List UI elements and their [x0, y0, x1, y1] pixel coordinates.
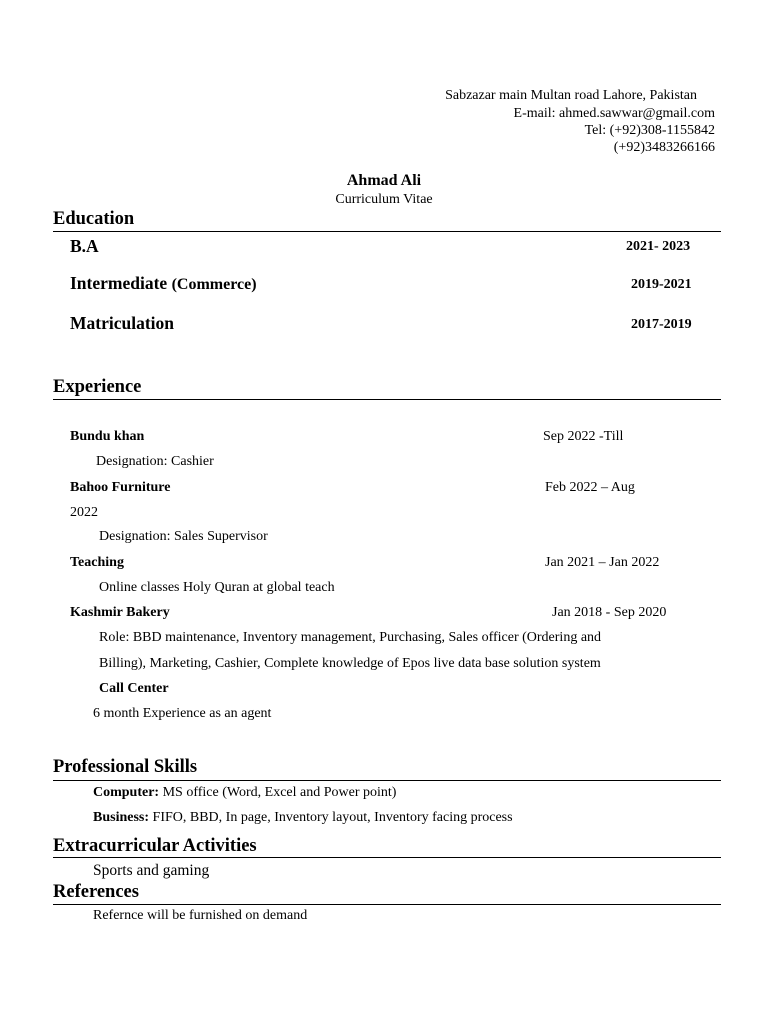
education-years-ba: 2021- 2023 [626, 239, 691, 254]
job-org-kashmir-bakery: Kashmir Bakery [70, 605, 170, 620]
skill-business-label: Business: [93, 810, 150, 825]
job-org-call-center: Call Center [99, 681, 169, 696]
job-desc-call-center: 6 month Experience as an agent [93, 706, 272, 721]
address-line: Sabzazar main Multan road Lahore, Pakistan [445, 88, 697, 103]
job-date-teaching: Jan 2021 – Jan 2022 [545, 555, 660, 570]
education-degree-matriculation: Matriculation [70, 313, 175, 333]
job-org-teaching: Teaching [70, 555, 124, 570]
job-desc-bundu-khan: Designation: Cashier [96, 454, 214, 469]
job-desc-kashmir-bakery-line1: Role: BBD maintenance, Inventory management, Purchasing, Sales officer (Ordering and [99, 630, 602, 645]
skills-heading: Professional Skills [53, 757, 198, 777]
job-desc-teaching: Online classes Holy Quran at global teach [99, 580, 335, 595]
extracurricular-divider [53, 857, 721, 858]
skill-business [93, 810, 513, 826]
job-date-wrap-bahoo-furniture: 2022 [70, 505, 98, 520]
experience-heading: Experience [53, 377, 142, 397]
job-org-bundu-khan: Bundu khan [70, 429, 145, 444]
education-degree-intermediate-detail: (Commerce) [171, 276, 257, 293]
phone-line-1: Tel: (+92)308-1155842 [584, 123, 715, 138]
experience-divider [53, 399, 721, 400]
phone-line-2: (+92)3483266166 [613, 140, 715, 155]
education-degree-ba: B.A [70, 236, 99, 256]
skills-divider [53, 780, 721, 781]
education-divider [53, 231, 721, 232]
education-heading: Education [53, 209, 135, 229]
document-subtitle: Curriculum Vitae [335, 192, 433, 207]
candidate-name: Ahmad Ali [346, 172, 422, 189]
extracurricular-heading: Extracurricular Activities [53, 836, 257, 856]
job-desc-kashmir-bakery-line2: Billing), Marketing, Cashier, Complete knowledge of Epos live data base solution system [99, 656, 601, 671]
references-text: Refernce will be furnished on demand [93, 908, 308, 923]
education-years-intermediate: 2019-2021 [631, 277, 692, 292]
skill-business-text: FIFO, BBD, In page, Inventory layout, Inventory facing process [149, 810, 513, 825]
job-date-kashmir-bakery: Jan 2018 - Sep 2020 [552, 605, 667, 620]
skill-computer-text: MS office (Word, Excel and Power point) [159, 785, 397, 800]
education-degree-intermediate [70, 273, 257, 294]
job-org-bahoo-furniture: Bahoo Furniture [70, 480, 171, 495]
skill-computer [93, 785, 396, 801]
references-heading: References [53, 882, 139, 902]
extracurricular-text: Sports and gaming [93, 862, 210, 879]
job-date-bahoo-furniture: Feb 2022 – Aug [545, 480, 635, 495]
job-desc-bahoo-furniture: Designation: Sales Supervisor [99, 529, 268, 544]
education-degree-intermediate-label: Intermediate [70, 273, 172, 293]
email-line: E-mail: ahmed.sawwar@gmail.com [513, 106, 715, 121]
references-divider [53, 904, 721, 905]
education-years-matriculation: 2017-2019 [631, 317, 692, 332]
skill-computer-label: Computer: [93, 785, 160, 800]
job-date-bundu-khan: Sep 2022 -Till [543, 429, 624, 444]
